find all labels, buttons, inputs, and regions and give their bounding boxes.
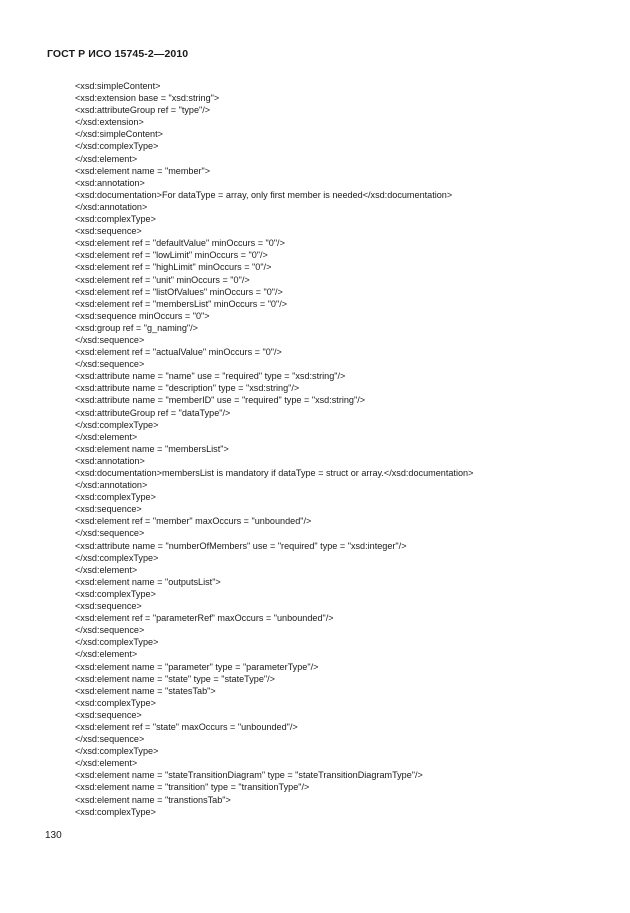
code-line: <xsd:attribute name = "description" type = "xsd:string"/> [75,383,300,394]
code-line: <xsd:sequence> [75,601,142,612]
code-line: <xsd:complexType> [75,806,156,817]
code-line: <xsd:element ref = "state" maxOccurs = "unbounded"/> [75,721,298,732]
page-number: 130 [45,830,62,841]
code-line: <xsd:sequence> [75,504,142,515]
code-line: <xsd:element ref = "actualValue" minOccurs = "0"/> [75,347,282,358]
code-line: <xsd:annotation> [75,455,145,466]
code-line: </xsd:simpleContent> [75,129,163,140]
code-line: <xsd:group ref = "g_naming"/> [75,322,198,333]
code-line: <xsd:simpleContent> [75,81,161,91]
code-line: <xsd:sequence> [75,226,142,237]
code-line: <xsd:element ref = "member" maxOccurs = "unbounded"/> [75,516,312,527]
code-line: <xsd:element name = "outputsList"> [75,576,221,587]
code-line: </xsd:annotation> [75,480,148,491]
code-line: <xsd:documentation>membersList is mandatory if dataType = struct or array.</xsd:documentation> [75,468,474,478]
code-line: </xsd:element> [75,564,138,575]
code-line: </xsd:element> [75,431,138,442]
code-line: <xsd:complexType> [75,588,156,599]
code-line: <xsd:complexType> [75,214,156,225]
code-line: <xsd:element name = "stateTransitionDiagram" type = "stateTransitionDiagramType"/> [75,770,423,781]
code-line: <xsd:extension base = "xsd:string"> [75,93,220,104]
code-line: <xsd:element name = "transition" type = "transitionType"/> [75,782,310,793]
code-line: <xsd:element ref = "membersList" minOccurs = "0"/> [75,298,288,309]
code-line: </xsd:extension> [75,117,144,128]
code-line: <xsd:element name = "state" type = "stateType"/> [75,673,275,684]
code-line: <xsd:attribute name = "name" use = "required" type = "xsd:string"/> [75,371,346,382]
code-line: <xsd:element ref = "defaultValue" minOccurs = "0"/> [75,238,285,249]
code-line: <xsd:attribute name = "memberID" use = "required" type = "xsd:string"/> [75,395,366,406]
code-line: <xsd:element name = "transtionsTab"> [75,794,231,805]
code-line: </xsd:complexType> [75,552,159,563]
code-line: <xsd:attribute name = "numberOfMembers" use = "required" type = "xsd:integer"/> [75,540,407,551]
code-line: <xsd:sequence minOccurs = "0"> [75,310,210,321]
code-line: <xsd:annotation> [75,177,145,188]
xsd-code-block [75,80,595,818]
document-header: ГОСТ Р ИСО 15745-2—2010 [47,48,189,60]
code-line: <xsd:element ref = "lowLimit" minOccurs = "0"/> [75,250,268,261]
code-line: <xsd:element ref = "unit" minOccurs = "0"/> [75,274,250,285]
code-line: </xsd:sequence> [75,334,145,345]
code-line: <xsd:sequence> [75,709,142,720]
code-line: <xsd:complexType> [75,697,156,708]
code-line: </xsd:element> [75,649,138,660]
code-line: </xsd:complexType> [75,746,159,757]
code-line: <xsd:element ref = "highLimit" minOccurs = "0"/> [75,262,272,273]
code-line: <xsd:element name = "parameter" type = "parameterType"/> [75,661,319,672]
code-line: </xsd:complexType> [75,141,159,152]
code-line: <xsd:complexType> [75,492,156,503]
code-line: </xsd:sequence> [75,359,145,370]
code-line: </xsd:annotation> [75,201,148,212]
code-line: <xsd:element ref = "parameterRef" maxOccurs = "unbounded"/> [75,613,334,624]
code-line: <xsd:attributeGroup ref = "dataType"/> [75,407,231,418]
code-line: <xsd:element ref = "listOfValues" minOccurs = "0"/> [75,286,283,297]
code-line: </xsd:sequence> [75,734,145,745]
code-line: <xsd:element name = "member"> [75,165,211,176]
code-line: <xsd:element name = "membersList"> [75,443,229,454]
code-line: </xsd:element> [75,153,138,164]
code-line: <xsd:attributeGroup ref = "type"/> [75,105,211,116]
code-line: </xsd:sequence> [75,528,145,539]
code-line: </xsd:complexType> [75,419,159,430]
code-line: </xsd:element> [75,758,138,769]
code-line: <xsd:documentation>For dataType = array, only first member is needed</xsd:documentation> [75,189,453,200]
code-line: <xsd:element name = "statesTab"> [75,685,216,696]
code-line: </xsd:sequence> [75,625,145,636]
code-line: </xsd:complexType> [75,637,159,648]
